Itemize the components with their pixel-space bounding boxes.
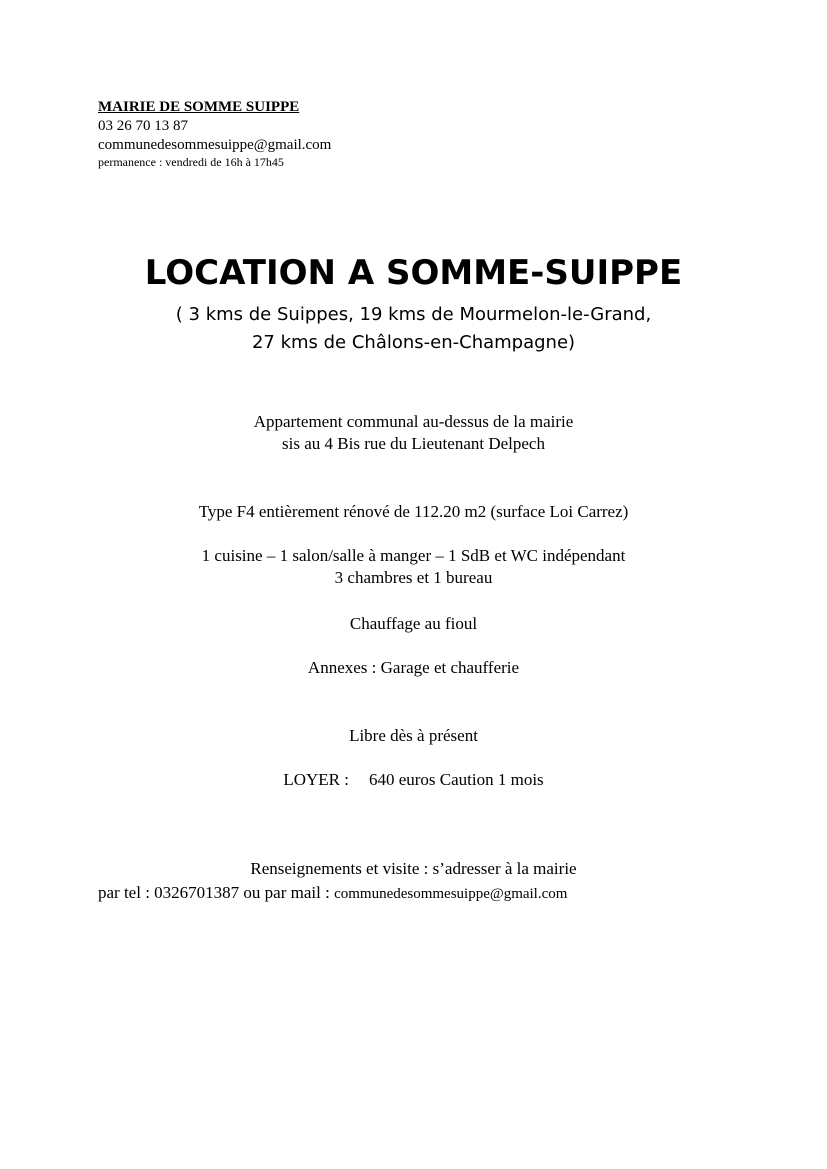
heating-info: Chauffage au fioul [349, 614, 478, 633]
rent-label: LOYER : [283, 770, 349, 789]
rent-info [0, 769, 827, 791]
contact-prefix: par tel : 0326701387 ou par mail : [98, 883, 335, 902]
contact-email: communedesommesuippe@gmail.com [334, 886, 568, 902]
header-block [98, 98, 331, 169]
rooms-description [0, 545, 827, 589]
page-title: LOCATION A SOMME-SUIPPE [144, 253, 683, 293]
rent-value: 640 euros Caution 1 mois [368, 770, 544, 789]
rooms-line-2: 3 chambres et 1 bureau [334, 568, 493, 587]
info-line: Renseignements et visite : s’adresser à la mairie [250, 859, 577, 878]
rooms-line-1: 1 cuisine – 1 salon/salle à manger – 1 SdB et WC indépendant [201, 546, 626, 565]
subtitle-line-2: 27 kms de Châlons-en-Champagne) [251, 332, 576, 353]
phone-number: 03 26 70 13 87 [98, 118, 188, 134]
apartment-type: Type F4 entièrement rénové de 112.20 m2 (surface Loi Carrez) [198, 502, 629, 521]
contact-line [98, 882, 567, 905]
apartment-line-2: sis au 4 Bis rue du Lieutenant Delpech [282, 434, 545, 453]
apartment-line-1: Appartement communal au-dessus de la mairie [253, 412, 574, 431]
office-hours: permanence : vendredi de 16h à 17h45 [98, 155, 284, 169]
email-address: communedesommesuippe@gmail.com [98, 137, 332, 153]
subtitle-line-1: ( 3 kms de Suippes, 19 kms de Mourmelon-le-Grand, [175, 304, 652, 325]
organization-name: MAIRIE DE SOMME SUIPPE [98, 99, 300, 115]
subtitle [0, 301, 827, 357]
apartment-description [0, 411, 827, 455]
availability-info: Libre dès à présent [349, 726, 478, 745]
annexes-info: Annexes : Garage et chaufferie [307, 658, 520, 677]
